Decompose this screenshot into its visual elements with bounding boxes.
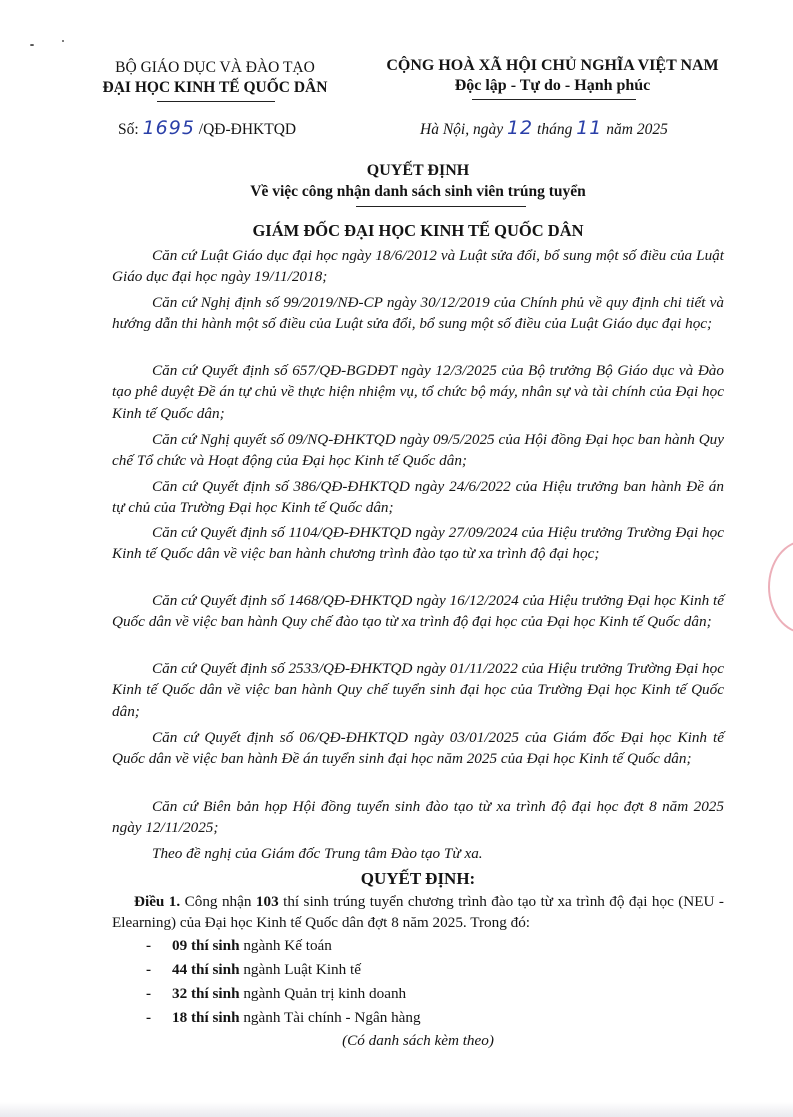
legal-basis-8: Căn cứ Quyết định số 2533/QĐ-ĐHKTQD ngày 01/11/2022 của Hiệu trưởng Trường Đại học Kinh tế Quốc dân về việc ban hành Quy chế tuyển sinh đại học của Trường Đại học Kinh tế Quốc dân; [112,660,724,720]
attachment-note: (Có danh sách kèm theo) [342,1032,494,1049]
legal-basis-7: Căn cứ Quyết định số 1468/QĐ-ĐHKTQD ngày 16/12/2024 của Hiệu trưởng Đại học Kinh tế Quốc dân về việc ban hành Quy chế đào tạo từ xa trình độ đại học của Đại học Kinh tế Quốc dân; [112,592,724,631]
legal-basis-2: Căn cứ Nghị định số 99/2019/NĐ-CP ngày 30/12/2019 của Chính phủ về quy định chi tiết và hướng dẫn thi hành một số điều của Luật sửa đổi, bổ sung một số điều của Luật Giáo dục đại học; [112,294,724,333]
header-left-underline [157,101,275,102]
legal-basis-1: Căn cứ Luật Giáo dục đại học ngày 18/6/2012 và Luật sửa đổi, bổ sung một số điều của Luật Giáo dục đại học ngày 19/11/2018; [112,247,724,286]
list-item: - 32 thí sinh ngành Quản trị kinh doanh [146,985,407,1002]
article-1: Điều 1. Công nhận 103 thí sinh trúng tuyển chương trình đào tạo từ xa trình độ đại học (NEU - Elearning) của Đại học Kinh tế Quốc dân đợt 8 năm 2025. Trong đó: [112,893,724,932]
university-name: ĐẠI HỌC KINH TẾ QUỐC DÂN [102,79,328,96]
scan-speck [30,44,34,46]
list-item: - 18 thí sinh ngành Tài chính - Ngân hàng [146,1009,421,1026]
scan-bottom-shadow [0,1102,793,1117]
handwritten-day: 12 [506,117,534,139]
article-1-label: Điều 1. [134,893,181,910]
date-year: năm 2025 [606,121,668,138]
national-motto: Độc lập - Tự do - Hạnh phúc [454,77,651,94]
issuing-authority: GIÁM ĐỐC ĐẠI HỌC KINH TẾ QUỐC DÂN [252,221,584,240]
handwritten-month: 11 [576,117,603,139]
subject-underline [356,206,526,207]
number-prefix: Số: [118,121,139,138]
motto-underline [472,99,636,100]
decision-title: QUYẾT ĐỊNH [366,162,470,179]
scan-speck [62,40,64,42]
number-suffix: /QĐ-ĐHKTQD [198,121,297,138]
admitted-count: 103 [255,893,279,910]
legal-basis-6: Căn cứ Quyết định số 1104/QĐ-ĐHKTQD ngày 27/09/2024 của Hiệu trưởng Trường Đại học Kinh tế Quốc dân về việc ban hành chương trình đào tạo từ xa trình độ đại học; [112,524,724,563]
legal-basis-9: Căn cứ Quyết định số 06/QĐ-ĐHKTQD ngày 03/01/2025 của Giám đốc Đại học Kinh tế Quốc dân về việc ban hành Đề án tuyển sinh đại học năm 2025 của Đại học Kinh tế Quốc dân; [112,729,724,768]
decision-subject: Về việc công nhận danh sách sinh viên trúng tuyển [250,183,586,200]
legal-basis-10: Căn cứ Biên bản họp Hội đồng tuyển sinh đào tạo từ xa trình độ đại học đợt 8 năm 2025 ngày 12/11/2025; [112,798,724,837]
decision-heading: QUYẾT ĐỊNH: [360,869,476,888]
list-item: - 44 thí sinh ngành Luật Kinh tế [146,961,362,978]
list-item: - 09 thí sinh ngành Kế toán [146,937,332,954]
legal-basis-3: Căn cứ Quyết định số 657/QĐ-BGDĐT ngày 12/3/2025 của Bộ trưởng Bộ Giáo dục và Đào tạo phê duyệt Đề án tự chủ về thực hiện nhiệm vụ, tổ chức bộ máy, nhân sự và tài chính của Đại học Kinh tế Quốc dân; [112,362,724,422]
red-stamp-seal [768,540,793,634]
date-month-label: tháng [537,121,573,138]
date-prefix: Hà Nội, ngày [420,121,504,138]
ministry-name: BỘ GIÁO DỤC VÀ ĐÀO TẠO [115,59,315,76]
country-name: CỘNG HOÀ XÃ HỘI CHỦ NGHĨA VIỆT NAM [386,57,719,74]
document-number [118,117,296,141]
legal-basis-4: Căn cứ Nghị quyết số 09/NQ-ĐHKTQD ngày 09/5/2025 của Hội đồng Đại học ban hành Quy chế Tổ chức và Hoạt động của Đại học Kinh tế Quốc dân; [112,431,724,470]
legal-basis-11: Theo đề nghị của Giám đốc Trung tâm Đào tạo Từ xa. [152,845,483,862]
handwritten-number: 1695 [142,117,195,139]
legal-basis-5: Căn cứ Quyết định số 386/QĐ-ĐHKTQD ngày 24/6/2022 của Hiệu trưởng ban hành Đề án tự chủ của Trường Đại học Kinh tế Quốc dân; [112,478,724,517]
document-date [420,117,668,141]
